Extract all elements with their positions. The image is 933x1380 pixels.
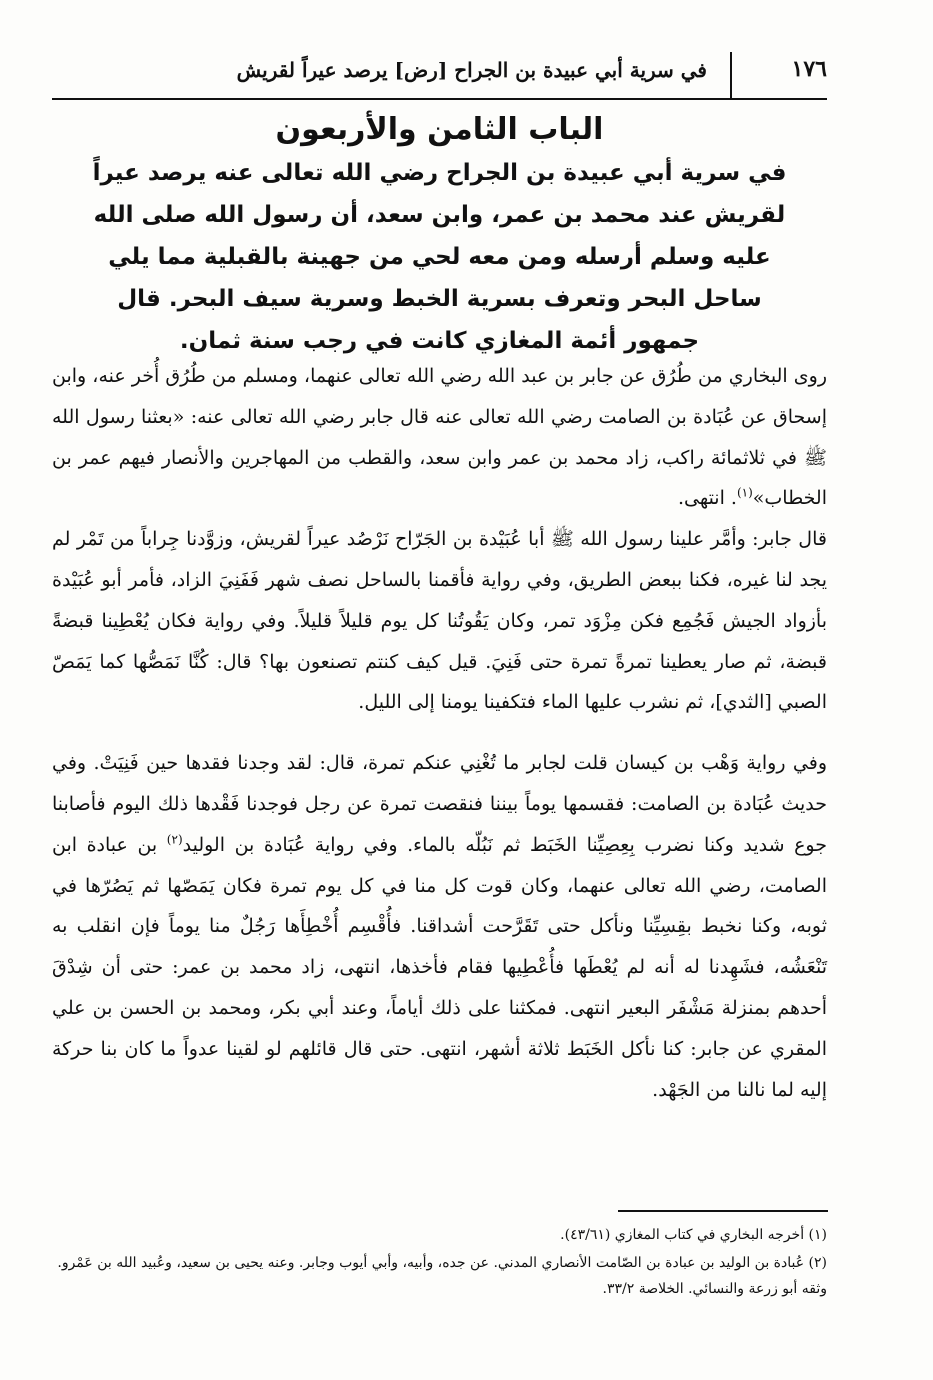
chapter-subtitle: في سرية أبي عبيدة بن الجراح رضي الله تعالى عنه يرصد عيراً لقريش عند محمد بن عمر، وابن سعد، أن رسول الله صلى الله عليه وسلم أرسله ومن معه لحي من جهينة بالقبلية مما يلي ساحل البحر وتعرف بسرية الخبط وسرية سيف البحر. قال جمهور أئمة المغازي كانت في رجب سنة ثمان. bbox=[92, 160, 787, 354]
chapter-heading: الباب الثامن والأربعون bbox=[275, 112, 604, 147]
footnote-ref-1: (١) bbox=[736, 486, 753, 501]
footnotes bbox=[52, 1222, 827, 1304]
paragraph-1-end: . انتهى. bbox=[677, 487, 737, 510]
main-text bbox=[52, 356, 827, 1110]
header-divider bbox=[730, 52, 732, 98]
paragraph-3-text-a: وفي رواية وَهْب بن كيسان قلت لجابر ما تُغْنِي عنكم تمرة، قال: لقد وجدنا فقدها حين فَنِيَتْ. وفي حديث عُبَادة بن الصامت: فقسمها يوماً بيننا فنقصت تمرة عن رجل فوجدنا فَقْدها ذلك اليوم فأصابنا جوع شديد وكنا نضرب بِعِصِيِّنا الخَبَط ثم نَبُلّه بالماء. وفي رواية عُبَادة بن الوليد bbox=[52, 752, 827, 856]
paragraph-2: قال جابر: وأمَّر علينا رسول الله ﷺ أبا عُبَيْدة بن الجَرّاح نَرْصُد عيراً لقريش، وزوَّدنا جِراباً من تَمْر لم يجد لنا غيره، فكنا ببعض الطريق، وفي رواية فأقمنا بالساحل نصف شهر فَفَنِيَ الزاد، فأمر أبو عُبَيْدة بأزواد الجيش فَجُمِع فكن مِزْوَد تمر، وكان يَقُوتُنا كل يوم قليلاً قليلاً. وفي رواية فكان يُعْطِينا قبضةً قبضة، ثم صار يعطينا تمرةً تمرة حتى فَنِيَ. قيل كيف كنتم تصنعون بها؟ قال: كُنَّا نَمَصُّها كما يَمَصّ الصبي [الثدي]، ثم نشرب عليها الماء فتكفينا يومنا إلى الليل. bbox=[52, 528, 827, 714]
page-number: ١٧٦ bbox=[791, 56, 827, 82]
footnote-divider bbox=[618, 1210, 828, 1212]
paragraph-3-text-b: بن عبادة ابن الصامت، رضي الله تعالى عنهما، وكان قوت كل منا في كل يوم تمرة فكان يَمَصّها ثم يَصُرّها في ثوبه، وكنا نخبط بقِسِيِّنا ونأكل حتى تَقَرَّحت أشداقنا. فأُقْسِم أُخْطِأَها رَجُلٌ منا يوماً فإن انقلب به تَنْعَشُه، فشَهِدنا له أنه لم يُعْطَها فأُعْطِيها فقام فأخذها، انتهى، زاد محمد بن عمر: حتى أن شِدْقَ أحدهم بمنزلة مَشْفَر البعير انتهى. فمكثنا على ذلك أياماً، وعند أبي بكر، ومحمد بن الحسن بن علي المقري عن جابر: كنا نأكل الخَبَط ثلاثة أشهر، انتهى. حتى قال قائلهم لو لقينا عدواً ما كان بنا حركة إليه لما نالنا من الجَهْد. bbox=[52, 833, 827, 1101]
paragraph-1-text: روى البخاري من طُرُق عن جابر بن عبد الله رضي الله تعالى عنهما، ومسلم من طُرُق أُخر عنه، وابن إسحاق عن عُبَادة بن الصامت رضي الله تعالى عنه قال جابر رضي الله تعالى عنه: «بعثنا رسول الله ﷺ في ثلاثمائة راكب، زاد محمد بن عمر وابن سعد، والقطب من المهاجرين والأنصار فيهم عمر بن الخطاب» bbox=[52, 365, 827, 510]
footnote-ref-2: (٢) bbox=[166, 832, 183, 847]
footnote-1: (١) أخرجه البخاري في كتاب المغازي (٤٣/٦١). bbox=[560, 1227, 827, 1243]
chapter-title-block bbox=[52, 108, 827, 362]
page-header bbox=[52, 52, 827, 100]
running-title: في سرية أبي عبيدة بن الجراح [رض] يرصد عيراً لقريش bbox=[236, 58, 707, 82]
footnote-2: (٢) عُبادة بن الوليد بن عبادة بن الصّامت الأنصاري المدني. عن جده، وأبيه، وأبي أيوب وجابر. وعنه يحيى بن سعيد، وعُبيد الله بن عَمْرو. وثقه أبو زرعة والنسائي. الخلاصة ٣٣/٢. bbox=[57, 1255, 827, 1297]
paragraph-3 bbox=[52, 743, 827, 1110]
paragraph-1 bbox=[52, 356, 827, 519]
